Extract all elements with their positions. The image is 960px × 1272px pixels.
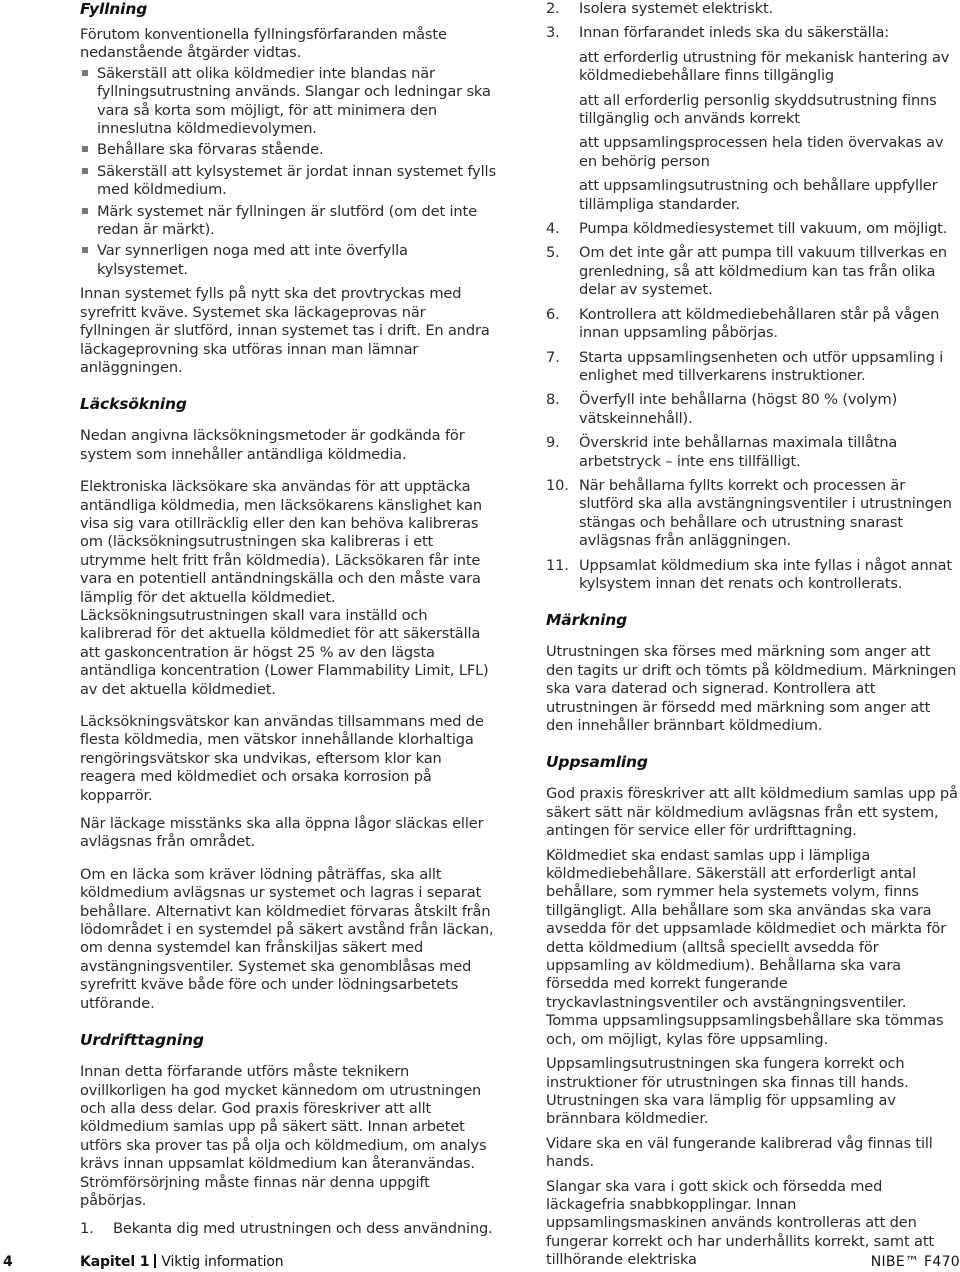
brand-label: NIBE™ F470 [870,1254,960,1270]
heading-markning: Märkning [546,611,628,630]
page-number: 4 [3,1254,13,1270]
paragraph: Innan detta förfarande utförs måste teknikern ovillkorligen ha god mycket kännedom om utrustningen och alla dess delar. God praxis föreskriver att allt köldmedium samlas upp på säkert sätt. Innan arbetet utförs ska prover tas på olja och köldmedium, om analys krävs innan uppsamlat köldmedium kan återanvändas. Strömförsörjning måste finnas när denna uppgift påbörjas. [80,1063,487,1209]
paragraph: Vidare ska en väl fungerande kalibrerad våg finnas till hands. [546,1134,933,1171]
paragraph: Om en läcka som kräver lödning påträffas, ska allt köldmedium avlägsnas ur systemet och lagras i separat behållare. Alternativt kan köldmediet förvaras åtskilt från lödområdet i en systemdel på säkert avstånd från läckan, om denna systemdel kan frånskiljas säkert med avstängningsventiler. Systemet ska genomblåsas med syrefritt kväve både före och under lödningsarbetets utförande. [80,865,494,1012]
sub-step: att uppsamlingsutrustning och behållare uppfyller tillämpliga standarder. [579,177,938,213]
bullet-square-icon [82,168,88,174]
numbered-step: 9. Överskrid inte behållarnas maximala tillåtna arbetstryck – inte ens tillfälligt. [546,434,898,470]
fyllning-outro: Innan systemet fylls på nytt ska det provtryckas med syrefritt kväve. Systemet ska läckageprovas när fyllningen är slutförd, innan systemet tas i drift. En andra läckageprovning ska utföras innan man lämnar anläggningen. [80,285,490,376]
numbered-step: 8. Överfyll inte behållarna (högst 80 % (volym) vätskeinnehåll). [546,391,898,427]
numbered-step: 10. När behållarna fyllts korrekt och processen är slutförd ska alla avstängningsventiler i utrustningen stängas och behållare och utrustning snarast avlägsnas från anläggningen. [546,476,952,550]
footer-chapter [80,1253,283,1271]
list-item: Märk systemet när fyllningen är slutförd (om det inte redan är märkt). [80,203,496,240]
list-item: Säkerställ att kylsystemet är jordat innan systemet fylls med köldmedium. [80,163,496,200]
bullet-square-icon [82,70,88,76]
list-item: Behållare ska förvaras stående. [80,141,496,159]
bullet-square-icon [82,247,88,253]
fyllning-bullet-list [80,65,496,279]
heading-urdrifttagning: Urdrifttagning [80,1031,204,1050]
numbered-step: 3. Innan förfarandet inleds ska du säkerställa: [546,24,890,42]
list-item: Var synnerligen noga med att inte överfylla kylsystemet. [80,242,496,279]
paragraph: Uppsamlingsutrustningen ska fungera korrekt och instruktioner för utrustningen ska finnas till hands. Utrustningen ska vara lämplig för uppsamling av brännbara köldmedier. [546,1055,909,1128]
section-label: Viktig information [161,1254,284,1270]
footer-separator [154,1254,156,1268]
chapter-label: Kapitel 1 [80,1254,150,1270]
paragraph: Köldmediet ska endast samlas upp i lämpliga köldmediebehållare. Säkerställ att erforderligt antal behållare, som rymmer hela systemets volym, finns tillgängligt. Alla behållare som ska användas ska vara avsedda för det uppsamlade köldmediet och märkta för detta köldmedium (alltså speciellt avsedda för uppsamling av köldmedium). Behållarna ska vara försedda med korrekt fungerande tryckavlastningsventiler och avstängningsventiler. Tomma uppsamlingsuppsamlingsbehållare ska tömmas och, om möjligt, kylas före uppsamling. [546,846,947,1048]
bullet-square-icon [82,208,88,214]
heading-fyllning: Fyllning [80,0,148,18]
bullet-square-icon [82,146,88,152]
left-column [80,0,496,1239]
paragraph: Nedan angivna läcksökningsmetoder är godkända för system som innehåller antändliga köldmedia. [80,427,465,463]
heading-uppsamling: Uppsamling [546,753,648,772]
numbered-step: 1. Bekanta dig med utrustningen och dess användning. [80,1220,493,1238]
list-item: Säkerställ att olika köldmedier inte blandas när fyllningsutrustning används. Slangar och ledningar ska vara så korta som möjligt, för att minimera den inneslutna köldmedievolymen. [80,65,496,139]
numbered-step: 2. Isolera systemet elektriskt. [546,0,774,17]
page-footer [0,1253,960,1272]
numbered-step: 7. Starta uppsamlingsenheten och utför uppsamling i enlighet med tillverkarens instruktioner. [546,348,944,384]
paragraph: Elektroniska läcksökare ska användas för att upptäcka antändliga köldmedia, men läcksökarens känslighet kan visa sig vara otillräcklig eller den kan behöva kalibreras om (läcksökningsutrustningen ska kalibreras i ett utrymme helt fritt från köldmedia). Läcksökaren får inte vara en potentiell antändningskälla och den måste vara lämplig för det aktuella köldmediet. Läcksökningsutrustningen skall vara inställd och kalibrerad för det aktuella köldmediet för att säkerställa att gaskoncentration är högst 25 % av den lägsta antändliga koncentration (Lower Flammability Limit, LFL) av det aktuella köldmediet. [80,478,489,698]
sub-step: att all erforderlig personlig skyddsutrustning finns tillgänglig och används korrekt [579,91,937,128]
numbered-step: 5. Om det inte går att pumpa till vakuum tillverkas en grenledning, så att köldmedium kan tas från olika delar av systemet. [546,244,947,299]
numbered-step: 11. Uppsamlat köldmedium ska inte fyllas i något annat kylsystem innan det renats och kontrollerats. [546,556,953,592]
numbered-step: 4. Pumpa köldmediesystemet till vakuum, om möjligt. [546,220,948,238]
paragraph: Utrustningen ska förses med märkning som anger att den tagits ur drift och tömts på köldmedium. Märkningen ska vara daterad och signerad. Kontrollera att utrustningen är försedd med märkning som anger att den innehåller brännbart köldmedium. [546,643,957,734]
sub-step: att erforderlig utrustning för mekanisk hantering av köldmediebehållare finns tillgänglig [579,48,950,85]
paragraph: Läcksökningsvätskor kan användas tillsammans med de flesta köldmedia, men vätskor innehållande klorhaltiga rengöringsvätskor ska undvikas, eftersom klor kan reagera med köldmediet och orsaka korrosion på kopparrör. [80,713,484,804]
paragraph: Slangar ska vara i gott skick och försedda med läckagefria snabbkopplingar. Innan uppsamlingsmaskinen används kontrolleras att den fungerar korrekt och har underhållits korrekt, samt att tillhörande elektriska [546,1177,934,1269]
heading-lacksokning: Läcksökning [80,395,187,414]
sub-step: att uppsamlingsprocessen hela tiden övervakas av en behörig person [579,134,944,170]
right-column [546,0,960,1270]
paragraph: God praxis föreskriver att allt köldmedium samlas upp på säkert sätt när köldmedium avlägsnas från ett system, antingen för service eller för urdrifttagning. [546,785,958,840]
numbered-step: 6. Kontrollera att köldmediebehållaren står på vågen innan uppsamling påbörjas. [546,305,940,342]
paragraph: När läckage misstänks ska alla öppna lågor släckas eller avlägsnas från området. [80,815,484,851]
fyllning-intro: Förutom konventionella fyllningsförfaranden måste nedanstående åtgärder vidtas. [80,26,447,62]
